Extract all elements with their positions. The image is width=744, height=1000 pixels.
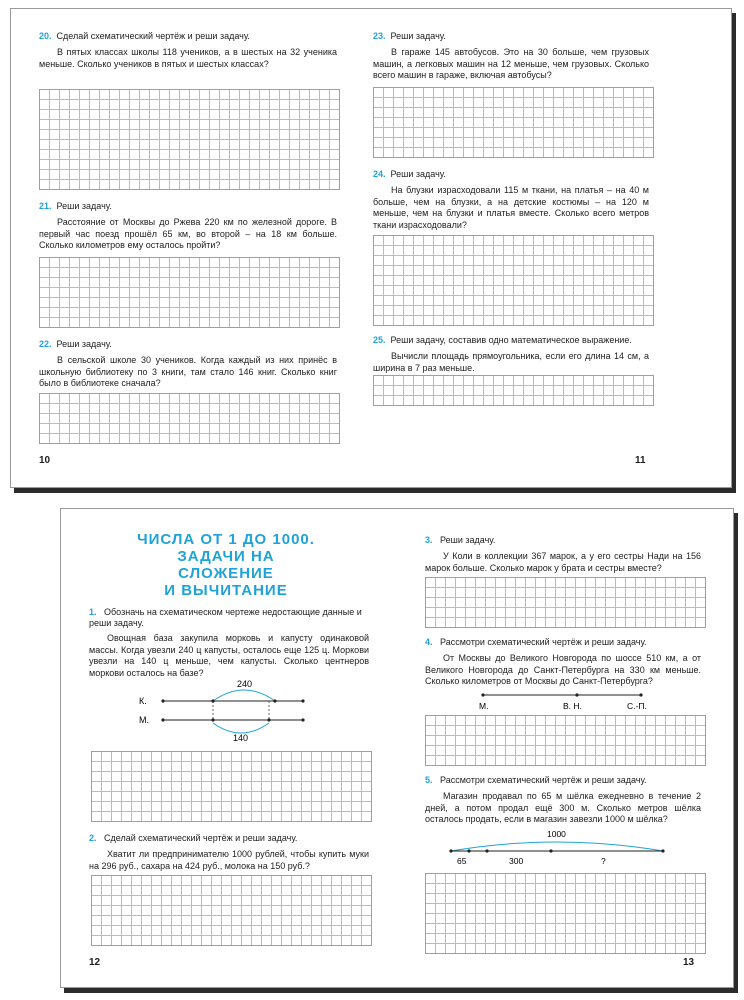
point <box>449 849 452 852</box>
task-number: 5. <box>425 775 433 785</box>
task-instruction: Обозначь на схематическом чертеже недостающие данные и реши задачу. <box>89 607 362 628</box>
brace-top <box>213 690 275 701</box>
task-25-answer-grid[interactable] <box>373 375 654 406</box>
task-20-text: В пятых классах школы 118 учеников, а в шестых на 32 ученика меньше. Сколько учеников в пятых и шестых классах? <box>39 47 337 69</box>
point <box>267 718 270 721</box>
point <box>161 718 164 721</box>
page-number-right: 11 <box>635 455 646 466</box>
point-novgorod <box>575 693 578 696</box>
point <box>549 849 552 852</box>
task-1-schematic-diagram <box>131 675 341 745</box>
label-novgorod: В. Н. <box>563 701 582 711</box>
task-25-text: Вычисли площадь прямоугольника, если его длина 14 см, а ширина в 7 раз меньше. <box>373 351 649 373</box>
task-number: 21. <box>39 201 52 211</box>
task-21-answer-grid[interactable] <box>39 257 340 328</box>
task-instruction: Реши задачу. <box>56 201 112 211</box>
task-20-heading <box>39 31 250 42</box>
point <box>161 699 164 702</box>
task-4-text: От Москвы до Великого Новгорода по шоссе 510 км, а от Великого Новгорода до Санкт-Петербурга на 330 км меньше. Сколько километров от Москвы до Санкт-Петербурга? <box>425 653 701 687</box>
section-title-line-2: ЗАДАЧИ НА СЛОЖЕНИЕ <box>177 548 275 582</box>
label-k: К. <box>139 696 147 706</box>
task-3-answer-grid[interactable] <box>425 577 706 628</box>
label-segment-300: 300 <box>509 856 524 866</box>
section-title-line-3: И ВЫЧИТАНИЕ <box>164 582 288 599</box>
point <box>211 699 214 702</box>
task-22-text: В сельской школе 30 учеников. Когда каждый из них принёс в школьную библиотеку по 3 книги, там стало 146 книг. Сколько книг было в библиотеке сначала? <box>39 355 337 389</box>
task-5-schematic-diagram <box>441 827 671 869</box>
point <box>661 849 664 852</box>
task-2-answer-grid[interactable] <box>91 875 372 946</box>
task-instruction: Реши задачу, составив одно математическое выражение. <box>390 335 632 345</box>
label-spb: С.-П. <box>627 701 647 711</box>
task-4-heading <box>425 637 647 648</box>
task-23-text: В гараже 145 автобусов. Это на 30 больше, чем грузовых машин, а легковых машин на 12 меньше, чем грузовых. Сколько всего машин в гараже, включая автобусы? <box>373 47 649 81</box>
task-number: 22. <box>39 339 52 349</box>
task-number: 3. <box>425 535 433 545</box>
task-4-schematic-diagram <box>467 689 657 713</box>
point-moscow <box>481 693 484 696</box>
task-22-heading <box>39 339 112 350</box>
task-5-answer-grid[interactable] <box>425 873 706 954</box>
task-3-text: У Коли в коллекции 367 марок, а у его сестры Нади на 156 марок больше. Сколько марок у брата и сестры вместе? <box>425 551 701 573</box>
task-25-heading <box>373 335 632 346</box>
label-segment-65: 65 <box>457 856 467 866</box>
page-number-right: 13 <box>683 957 695 968</box>
task-instruction: Сделай схематический чертёж и реши задачу. <box>56 31 250 41</box>
task-22-answer-grid[interactable] <box>39 393 340 444</box>
label-total: 1000 <box>547 829 566 839</box>
task-number: 20. <box>39 31 52 41</box>
task-24-answer-grid[interactable] <box>373 235 654 326</box>
task-number: 1. <box>89 607 97 617</box>
task-instruction: Рассмотри схематический чертёж и реши задачу. <box>440 637 647 647</box>
task-21-heading <box>39 201 112 212</box>
point-spb <box>639 693 642 696</box>
point <box>485 849 488 852</box>
section-title-line-1: ЧИСЛА ОТ 1 ДО 1000. <box>137 531 315 548</box>
task-instruction: Сделай схематический чертёж и реши задачу. <box>104 833 298 843</box>
brace-bottom <box>213 723 269 733</box>
task-20-answer-grid[interactable] <box>39 89 340 190</box>
task-5-text: Магазин продавал по 65 м шёлка ежедневно в течение 2 дней, а потом продал ещё 300 м. Сколько метров шёлка осталось продать, если в магазин завезли 1000 м шёлка? <box>425 791 701 825</box>
task-24-heading <box>373 169 446 180</box>
point <box>301 699 304 702</box>
point <box>301 718 304 721</box>
task-instruction: Рассмотри схематический чертёж и реши задачу. <box>440 775 647 785</box>
task-instruction: Реши задачу. <box>390 31 446 41</box>
task-2-text: Хватит ли предпринимателю 1000 рублей, чтобы купить муки на 296 руб., сахара на 424 руб., молока на 150 руб.? <box>89 849 369 871</box>
task-number: 23. <box>373 31 386 41</box>
task-instruction: Реши задачу. <box>56 339 112 349</box>
brace-total <box>451 842 663 851</box>
task-4-answer-grid[interactable] <box>425 715 706 766</box>
task-21-text: Расстояние от Москвы до Ржева 220 км по железной дороге. В первый час поезд прошёл 65 км, во второй – на 18 км больше. Сколько километров ему осталось пройти? <box>39 217 337 251</box>
task-number: 24. <box>373 169 386 179</box>
point <box>467 849 470 852</box>
page-number-left: 12 <box>89 957 101 968</box>
page-number-left: 10 <box>39 455 51 466</box>
value-bottom: 140 <box>233 733 249 743</box>
workbook-spread-pages-12-13 <box>60 508 734 988</box>
task-3-heading <box>425 535 495 546</box>
label-m: М. <box>139 715 149 725</box>
label-moscow: М. <box>479 701 489 711</box>
workbook-spread-pages-10-11 <box>10 8 732 488</box>
task-instruction: Реши задачу. <box>440 535 496 545</box>
point <box>211 718 214 721</box>
task-23-answer-grid[interactable] <box>373 87 654 158</box>
label-segment-unknown: ? <box>601 856 606 866</box>
task-1-heading <box>89 607 369 629</box>
task-number: 2. <box>89 833 97 843</box>
section-title <box>131 531 321 599</box>
task-24-text: На блузки израсходовали 115 м ткани, на платья – на 40 м больше, чем на блузки, а на детские костюмы – на 120 м меньше, чем на блузки и платья вместе. Сколько всего метров ткани израсходовали? <box>373 185 649 230</box>
task-number: 25. <box>373 335 386 345</box>
task-2-heading <box>89 833 297 844</box>
task-number: 4. <box>425 637 433 647</box>
point <box>273 699 276 702</box>
task-1-text: Овощная база закупила морковь и капусту одинаковой массы. Когда увезли 240 ц капусты, осталось еще 125 ц. Моркови увезли на 140 ц меньше, чем капусты. Сколько центнеров моркови осталось на базе? <box>89 633 369 678</box>
value-top: 240 <box>237 679 253 689</box>
task-instruction: Реши задачу. <box>390 169 446 179</box>
task-1-answer-grid[interactable] <box>91 751 372 822</box>
task-5-heading <box>425 775 647 786</box>
task-23-heading <box>373 31 446 42</box>
